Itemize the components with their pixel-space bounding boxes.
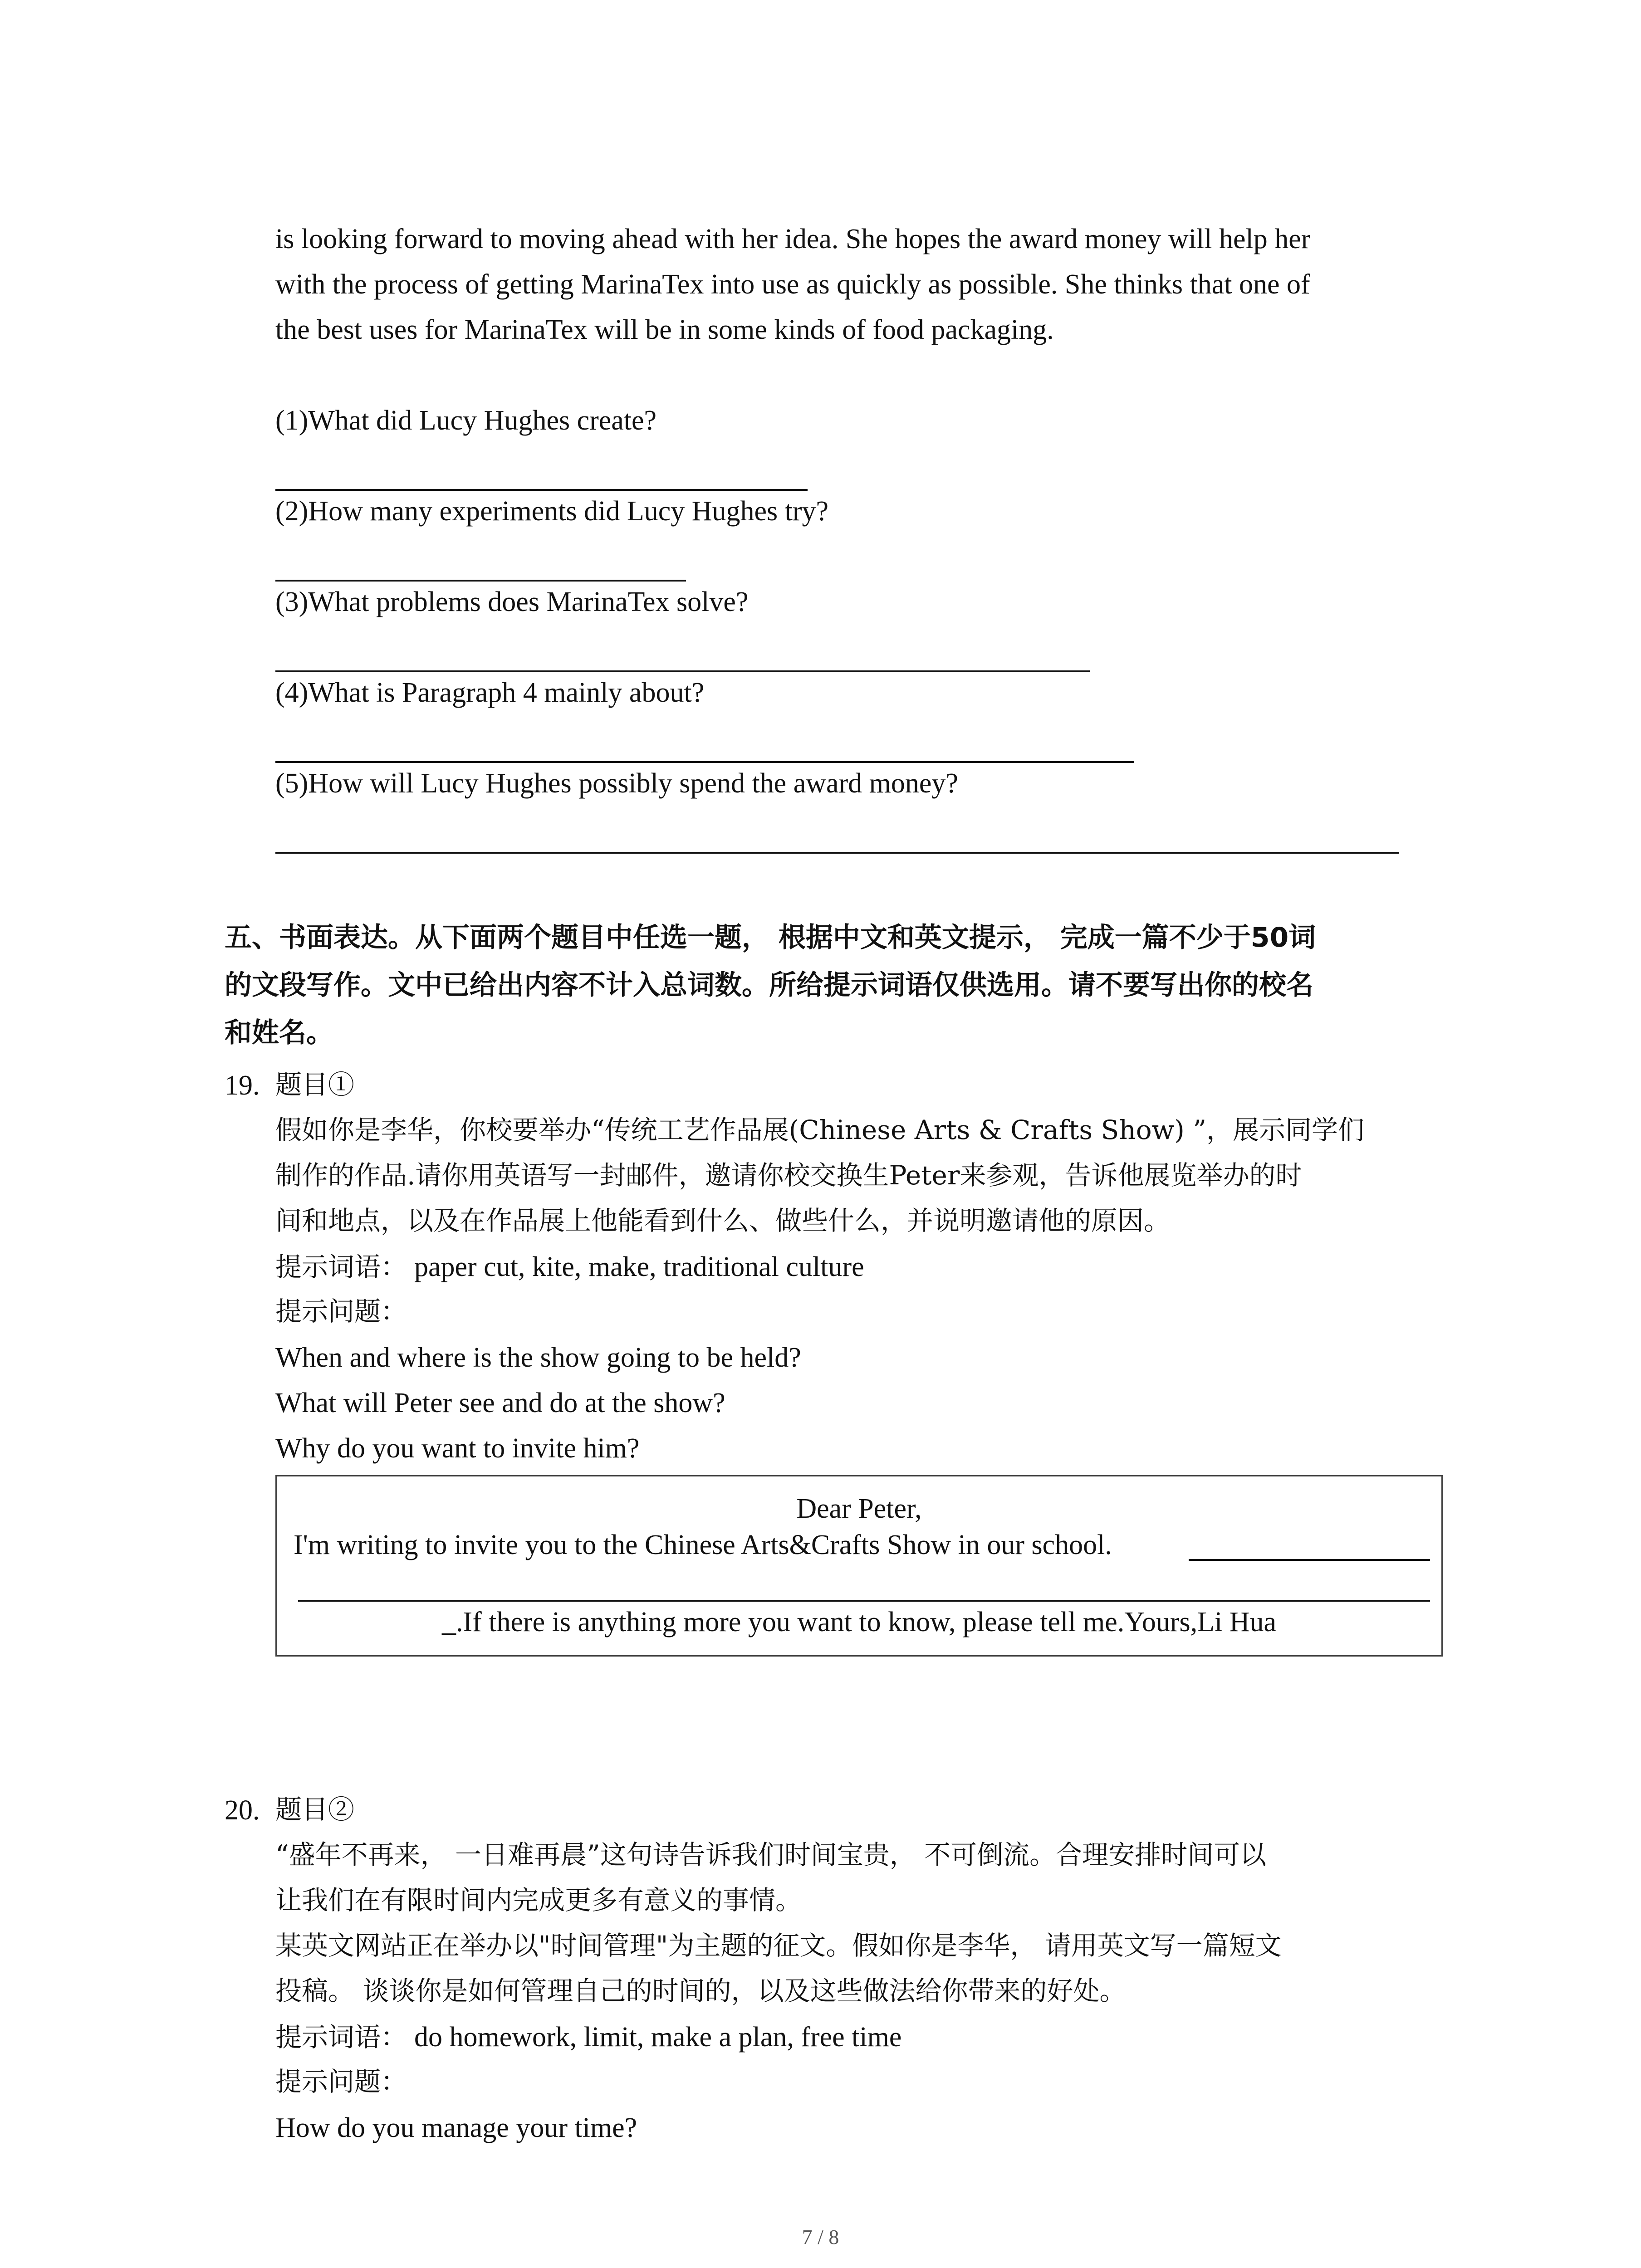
prompt-line: 间和地点，以及在作品展上他能看到什么、做些什么，并说明邀请他的原因。 bbox=[275, 1205, 1171, 1236]
answer-line-3[interactable] bbox=[275, 670, 1090, 672]
item-title: 题目① bbox=[275, 1069, 355, 1100]
letter-closing: _.If there is anything more you want to know, please tell me.Yours,Li Hua bbox=[442, 1607, 1276, 1637]
hint-question: What will Peter see and do at the show? bbox=[275, 1388, 725, 1418]
answer-line-5[interactable] bbox=[275, 852, 1399, 854]
passage-line: is looking forward to moving ahead with her idea. She hopes the award money will help her bbox=[275, 224, 1311, 254]
hint-questions-label: 提示问题： bbox=[275, 2066, 407, 2097]
question-3: (3)What problems does MarinaTex solve? bbox=[275, 587, 749, 617]
prompt-line: 某英文网站正在举办以"时间管理"为主题的征文。假如你是李华， 请用英文写一篇短文 bbox=[275, 1930, 1282, 1961]
letter-answer-line[interactable] bbox=[298, 1600, 1430, 1602]
letter-opening: I'm writing to invite you to the Chinese Arts&Crafts Show in our school. bbox=[294, 1530, 1112, 1560]
question-4: (4)What is Paragraph 4 mainly about? bbox=[275, 677, 705, 708]
hint-words-label: 提示词语： bbox=[275, 2022, 407, 2053]
item-title: 题目② bbox=[275, 1794, 355, 1825]
hint-words bbox=[275, 1253, 864, 1281]
passage-line: with the process of getting MarinaTex into use as quickly as possible. She thinks that one of bbox=[275, 269, 1310, 300]
hint-words bbox=[275, 2023, 901, 2051]
page-number: 7 / 8 bbox=[802, 2225, 839, 2248]
letter-greeting: Dear Peter, bbox=[796, 1493, 922, 1524]
hint-words-value: do homework, limit, make a plan, free time bbox=[414, 2022, 902, 2053]
item-number: 19. bbox=[225, 1070, 260, 1101]
question-2: (2)How many experiments did Lucy Hughes try? bbox=[275, 496, 829, 527]
prompt-line: “盛年不再来， 一日难再晨”这句诗告诉我们时间宝贵， 不可倒流。合理安排时间可以 bbox=[275, 1839, 1267, 1870]
letter-answer-line[interactable] bbox=[1189, 1559, 1430, 1561]
hint-words-value: paper cut, kite, make, traditional culture bbox=[414, 1251, 864, 1282]
answer-line-2[interactable] bbox=[275, 580, 686, 582]
answer-line-1[interactable] bbox=[275, 489, 808, 491]
answer-line-4[interactable] bbox=[275, 761, 1134, 763]
section-heading-line: 和姓名。 bbox=[225, 1017, 333, 1049]
section-heading-line: 的文段写作。文中已给出内容不计入总词数。所给提示词语仅供选用。请不要写出你的校名 bbox=[225, 969, 1313, 1001]
prompt-line: 让我们在有限时间内完成更多有意义的事情。 bbox=[275, 1885, 802, 1916]
hint-question: When and where is the show going to be held? bbox=[275, 1342, 801, 1373]
question-5: (5)How will Lucy Hughes possibly spend the award money? bbox=[275, 768, 958, 799]
question-1: (1)What did Lucy Hughes create? bbox=[275, 405, 657, 436]
hint-words-label: 提示词语： bbox=[275, 1251, 407, 1282]
hint-questions-label: 提示问题： bbox=[275, 1296, 407, 1327]
item-number: 20. bbox=[225, 1795, 260, 1826]
section-heading-line: 五、书面表达。从下面两个题目中任选一题， 根据中文和英文提示， 完成一篇不少于50词 bbox=[225, 922, 1316, 953]
prompt-line: 假如你是李华，你校要举办“传统工艺作品展(Chinese Arts & Crafts Show) ”，展示同学们 bbox=[275, 1114, 1364, 1145]
prompt-line: 制作的作品.请你用英语写一封邮件，邀请你校交换生Peter来参观，告诉他展览举办的时 bbox=[275, 1160, 1302, 1191]
passage-line: the best uses for MarinaTex will be in some kinds of food packaging. bbox=[275, 314, 1054, 345]
letter-box bbox=[275, 1475, 1443, 1657]
prompt-line: 投稿。 谈谈你是如何管理自己的时间的，以及这些做法给你带来的好处。 bbox=[275, 1975, 1126, 2006]
hint-question: Why do you want to invite him? bbox=[275, 1433, 640, 1464]
hint-question: How do you manage your time? bbox=[275, 2112, 637, 2143]
